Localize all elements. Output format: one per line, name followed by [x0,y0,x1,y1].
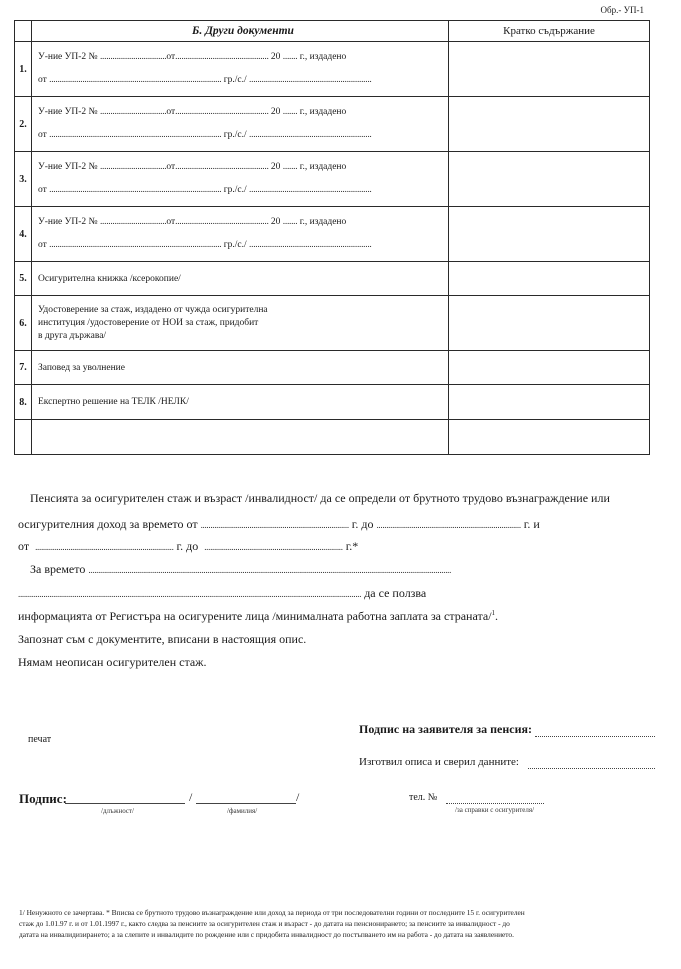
from-label: от [38,240,47,250]
table-row [15,420,650,455]
row-number [15,420,32,455]
issuer-field[interactable]: ................................................................................... [49,75,222,85]
city-label: гр./с./ [223,185,247,195]
year-prefix: 20 [270,217,281,227]
issued-label: г., издадено [299,162,347,172]
period-mark: . [495,609,499,623]
summary-cell[interactable] [449,262,650,296]
period2-from-label: от [18,539,30,553]
period-to-label: г. до [351,517,374,531]
document-entry-blank[interactable] [32,420,449,455]
issued-label: г., издадено [299,217,347,227]
slash-separator: / [189,790,193,804]
statement-line [18,517,540,532]
summary-cell[interactable] [449,152,650,207]
row-number: 7. [15,351,32,385]
from-label: от [38,130,47,140]
footnote-line: датата на инвалидизирането; а за слепите и инвалидите по рождение или с придобита инвалидност до постъпването им на работа - до датата на заявлението. [19,930,514,939]
footnote-line: стаж до 1.01.97 г. и от 1.01.1997 г., както следва за пенсиите за осигурителен стаж и възраст - до датата на пенсионирането; за пенсиите за инвалидност - до [19,919,510,928]
from-label: от [38,75,47,85]
year-asterisk-label: г.* [345,539,359,553]
summary-cell[interactable] [449,207,650,262]
issuer-field[interactable]: ................................................................................... [49,130,222,140]
cert-number-field[interactable]: ................................ [99,52,167,62]
issuer-field[interactable]: ................................................................................... [49,185,222,195]
use-label: да се ползва [364,586,427,600]
summary-cell[interactable] [449,420,650,455]
statement-line [30,562,451,577]
city-field[interactable]: ........................................................... [249,185,372,195]
document-label-line: в друга държава/ [38,330,107,341]
cert-label: У-ние УП-2 № [38,162,98,172]
table-row [15,207,650,262]
period-field-continued[interactable]: ................................................................................................................................................................................ [18,589,362,599]
table-row [15,42,650,97]
cert-number-field[interactable]: ................................ [99,107,167,117]
row-number: 4. [15,207,32,262]
table-row [15,262,650,296]
summary-cell[interactable] [449,385,650,420]
table-row [15,351,650,385]
position-signature-field[interactable] [65,803,185,804]
prepared-by-field[interactable] [528,768,655,769]
from-label: от [166,162,176,172]
certificate-entry [32,97,449,152]
date-field[interactable]: ............................................. [175,107,269,117]
year-field[interactable]: ....... [282,52,298,62]
certificate-entry [32,207,449,262]
phone-field[interactable] [446,803,544,804]
footnote [19,907,659,940]
year-field[interactable]: ....... [282,107,298,117]
summary-cell[interactable] [449,42,650,97]
row-number: 1. [15,42,32,97]
phone-label: тел. № [409,792,438,803]
and-label: г. и [523,517,540,531]
footnote-line: 1/ Ненужното се зачертава. * Вписва се брутното трудово възнаграждение или доход за периода от три последователни години от последните 15 г. осигурителен [19,908,525,917]
signature-label: Подпис: [19,791,67,806]
period-field[interactable]: .......................................................................................................................................................................................... [88,565,452,575]
year-prefix: 20 [270,162,281,172]
registry-text: информацията от Регистъра на осигурените лица /минималната работна заплата за страната/ [18,609,492,623]
from-label: от [166,107,176,117]
row-number: 8. [15,385,32,420]
date-field[interactable]: ............................................. [175,52,269,62]
cert-label: У-ние УП-2 № [38,217,98,227]
position-caption: /длъжност/ [101,807,134,815]
city-field[interactable]: ........................................................... [249,240,372,250]
acknowledgement-line: Запознат съм с документите, вписани в настоящия опис. [18,632,307,646]
surname-caption: /фамилия/ [227,807,258,815]
date-field[interactable]: ............................................. [175,162,269,172]
period-from-label: осигурителния доход за времето от [18,517,198,531]
cert-number-field[interactable]: ................................ [99,217,167,227]
year-field[interactable]: ....... [282,217,298,227]
period-from-field[interactable]: ............................................................................ [200,520,349,530]
form-code: Обр.- УП-1 [600,5,644,15]
period2-to-field[interactable]: ....................................................................... [204,542,343,552]
stamp-label: печат [28,734,52,745]
phone-caption: /за справки с осигурителя/ [455,806,535,814]
from-label: от [166,217,176,227]
from-label: от [166,52,176,62]
city-label: гр./с./ [223,75,247,85]
document-label: Осигурителна книжка /ксерокопие/ [32,262,449,296]
surname-signature-field[interactable] [196,803,296,804]
document-label-line: институция /удостоверение от НОИ за стаж, придобит [38,317,259,328]
no-undeclared-service-line: Нямам неописан осигурителен стаж. [18,655,207,669]
statement-line [18,586,426,601]
prepared-by-label: Изготвил описа и сверил данните: [359,756,519,768]
year-prefix: 20 [270,52,281,62]
footnote-ref: 1 [491,609,496,617]
applicant-signature-label: Подпис на заявителя за пенсия: [359,722,532,736]
documents-table [14,20,650,455]
certificate-entry [32,42,449,97]
header-title: Б. Други документи [32,21,449,42]
issued-label: г., издадено [299,52,347,62]
row-number: 5. [15,262,32,296]
table-row [15,296,650,351]
cert-label: У-ние УП-2 № [38,52,98,62]
table-row [15,152,650,207]
city-label: гр./с./ [223,240,247,250]
statement-line [18,539,358,554]
cert-number-field[interactable]: ................................ [99,162,167,172]
city-field[interactable]: ........................................................... [249,130,372,140]
row-number: 6. [15,296,32,351]
summary-cell[interactable] [449,97,650,152]
statement-line [18,609,498,624]
city-field[interactable]: ........................................................... [249,75,372,85]
row-number: 2. [15,97,32,152]
applicant-signature-field[interactable] [535,736,655,737]
year-field[interactable]: ....... [282,162,298,172]
document-label-line: Удостоверение за стаж, издадено от чужда осигурителна [38,304,268,315]
document-label: Експертно решение на ТЕЛК /НЕЛК/ [32,385,449,420]
statement-line: Пенсията за осигурителен стаж и възраст /инвалидност/ да се определи от брутното трудово възнаграждение или [30,491,610,505]
period-label: За времето [30,562,86,576]
certificate-entry [32,152,449,207]
document-label: Заповед за уволнение [32,351,449,385]
issued-label: г., издадено [299,107,347,117]
year-prefix: 20 [270,107,281,117]
table-row [15,97,650,152]
row-number: 3. [15,152,32,207]
summary-cell[interactable] [449,351,650,385]
issuer-field[interactable]: ................................................................................... [49,240,222,250]
summary-cell[interactable] [449,296,650,351]
table-row [15,385,650,420]
city-label: гр./с./ [223,130,247,140]
period-to-field[interactable]: .......................................................................... [376,520,521,530]
from-label: от [38,185,47,195]
date-field[interactable]: ............................................. [175,217,269,227]
header-summary: Кратко съдържание [449,21,650,42]
header-num-cell [15,21,32,42]
document-label [32,296,449,351]
period2-from-field[interactable]: ....................................................................... [35,542,174,552]
slash-separator: / [296,790,300,804]
cert-label: У-ние УП-2 № [38,107,98,117]
table-header-row [15,21,650,42]
period2-to-label: г. до [176,539,199,553]
